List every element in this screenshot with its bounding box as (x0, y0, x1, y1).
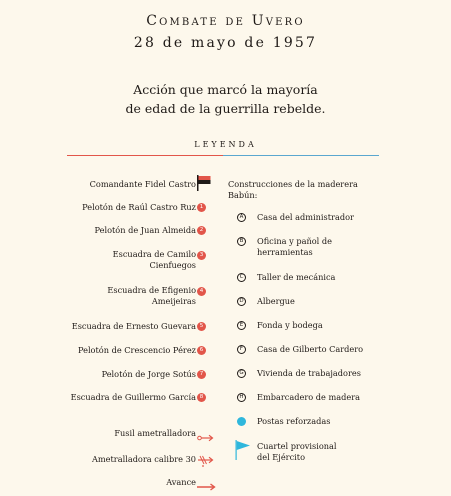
legend-fonda-bodega: Fonda y bodega (257, 320, 323, 330)
legend-oficina-line-1: Oficina y pañol de (257, 236, 332, 246)
legend-crescencio-perez: Pelotón de Crescencio Pérez (77, 345, 196, 355)
legend-ametralladora-30: Ametralladora calibre 30 (91, 454, 196, 464)
flag-icon (197, 175, 211, 195)
legend-taller-mecanica: Taller de mecánica (257, 272, 336, 282)
letter-g-icon: G (237, 369, 246, 378)
legend-fidel-castro: Comandante Fidel Castro (89, 179, 196, 189)
map-subtitle (0, 80, 451, 118)
letter-d-icon: D (237, 297, 246, 306)
legend-fusil-ametralladora: Fusil ametralladora (114, 428, 196, 438)
rifle-arrow-icon (197, 428, 215, 447)
legend-postas-reforzadas: Postas reforzadas (257, 416, 331, 426)
reinforced-post-icon (237, 417, 246, 426)
legend-cuartel-line-2: del Ejército (257, 452, 306, 462)
letter-f-icon: F (237, 345, 246, 354)
advance-arrow-icon (197, 477, 217, 496)
legend-avance: Avance (166, 477, 196, 487)
machine-gun-arrow-icon (197, 452, 215, 471)
legend-embarcadero-madera: Embarcadero de madera (257, 392, 360, 402)
legend-ernesto-guevara: Escuadra de Ernesto Guevara (71, 321, 196, 331)
legend-juan-almeida: Pelotón de Juan Almeida (94, 225, 196, 235)
letter-h-icon: H (237, 393, 246, 402)
legend-divider (67, 155, 379, 156)
badge-3: 3 (197, 251, 206, 260)
badge-8: 8 (197, 393, 206, 402)
legend-oficina-line-2: herramientas (257, 247, 313, 257)
legend-raul-castro: Pelotón de Raúl Castro Ruz (82, 202, 196, 212)
legend-casa-administrador: Casa del administrador (257, 212, 354, 222)
legend-camilo-line-2: Cienfuegos (149, 260, 196, 270)
badge-6: 6 (197, 346, 206, 355)
map-date: 28 de mayo de 1957 (133, 35, 318, 51)
legend-cuartel-provisional (257, 441, 407, 463)
legend-camilo-line-1: Escuadra de Camilo (112, 249, 196, 259)
badge-5: 5 (197, 322, 206, 331)
letter-b-icon: B (237, 237, 246, 246)
badge-7: 7 (197, 370, 206, 379)
legend-efigenio-ameijeiras (46, 285, 196, 307)
legend-albergue: Albergue (257, 296, 295, 306)
buildings-heading (228, 179, 378, 201)
subtitle-line-2: de edad de la guerrilla rebelde. (125, 101, 326, 116)
badge-2: 2 (197, 226, 206, 235)
legend-cuartel-line-1: Cuartel provisional (257, 441, 337, 451)
legend-title: LEYENDA (194, 140, 257, 149)
blue-flag-icon (235, 440, 251, 464)
letter-e-icon: E (237, 321, 246, 330)
buildings-heading-line-1: Construcciones de la maderera (228, 179, 358, 189)
legend-jorge-sotus: Pelotón de Jorge Sotús (101, 369, 196, 379)
legend-efigenio-line-1: Escuadra de Efigenio (107, 285, 196, 295)
legend-efigenio-line-2: Ameijeiras (151, 296, 196, 306)
legend-oficina-panol (257, 236, 407, 258)
buildings-heading-line-2: Babún: (228, 190, 258, 200)
badge-4: 4 (197, 287, 206, 296)
legend-camilo-cienfuegos (46, 249, 196, 271)
legend-vivienda-trabajadores: Vivienda de trabajadores (257, 368, 361, 378)
letter-c-icon: C (237, 273, 246, 282)
map-title: Combate de Uvero (146, 13, 305, 29)
badge-1: 1 (197, 203, 206, 212)
letter-a-icon: A (237, 213, 246, 222)
legend-casa-gilberto-cardero: Casa de Gilberto Cardero (257, 344, 364, 354)
legend-guillermo-garcia: Escuadra de Guillermo García (70, 392, 196, 402)
subtitle-line-1: Acción que marcó la mayoría (133, 82, 318, 97)
